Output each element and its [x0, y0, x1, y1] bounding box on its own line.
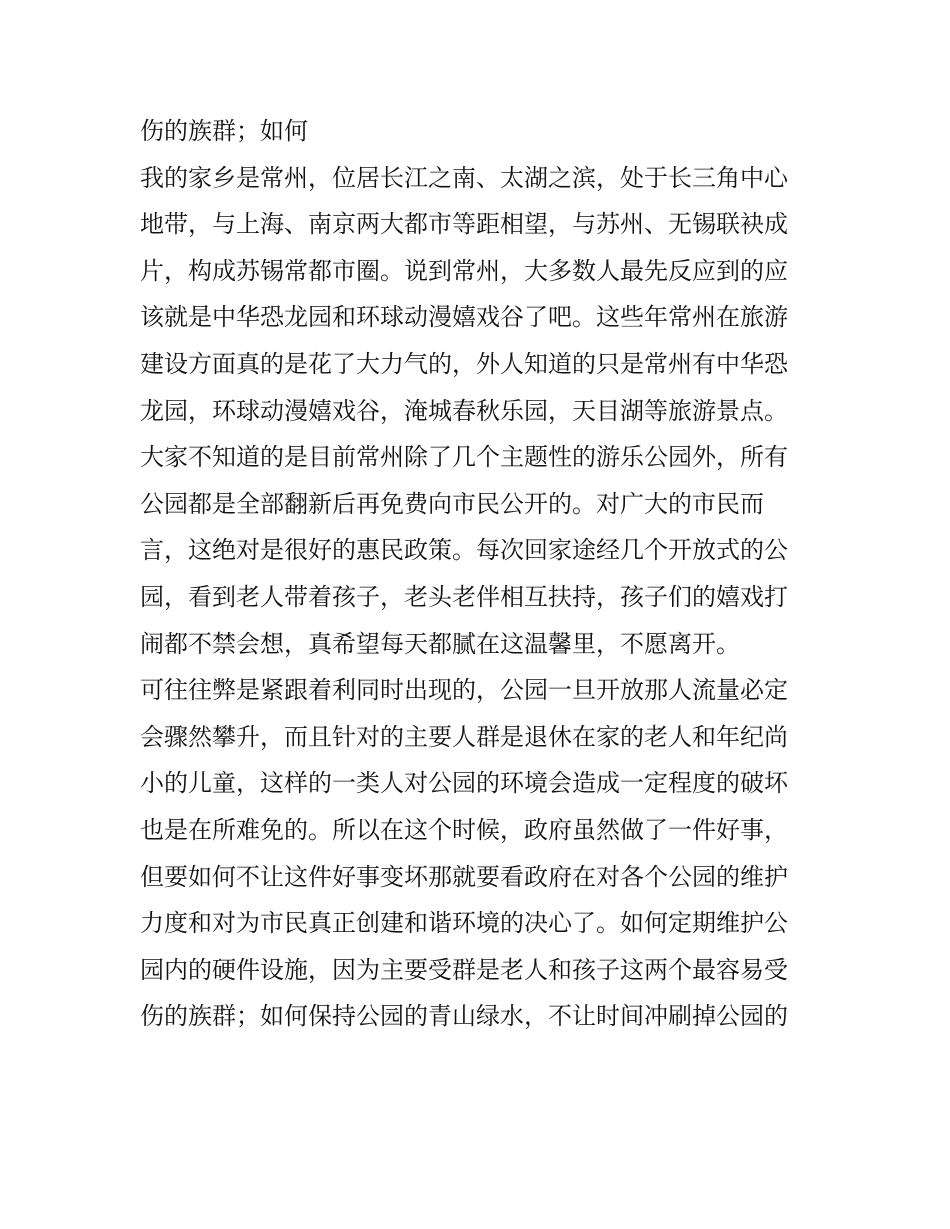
text-line: 龙园，环球动漫嬉戏谷，淹城春秋乐园，天目湖等旅游景点。 [140, 396, 788, 425]
text-line: 伤的族群；如何 [140, 117, 308, 145]
text-line: 地带，与上海、南京两大都市等距相望，与苏州、无锡联袂成 [140, 210, 788, 239]
text-line: 园内的硬件设施，因为主要受群是老人和孩子这两个最容易受 [140, 955, 788, 984]
text-line: 但要如何不让这件好事变坏那就要看政府在对各个公园的维护 [140, 862, 788, 891]
text-line: 建设方面真的是花了大力气的，外人知道的只是常州有中华恐 [140, 349, 788, 378]
text-line: 也是在所难免的。所以在这个时候，政府虽然做了一件好事， [140, 815, 788, 844]
text-line: 伤的族群；如何保持公园的青山绿水，不让时间冲刷掉公园的 [140, 1002, 788, 1031]
text-line: 公园都是全部翻新后再免费向市民公开的。对广大的市民而 [140, 489, 764, 518]
text-line: 片，构成苏锡常都市圈。说到常州，大多数人最先反应到的应 [140, 256, 788, 285]
text-line: 言，这绝对是很好的惠民政策。每次回家途经几个开放式的公 [140, 536, 788, 565]
text-line: 闹都不禁会想，真希望每天都腻在这温馨里，不愿离开。 [140, 629, 740, 658]
text-line: 会骤然攀升，而且针对的主要人群是退休在家的老人和年纪尚 [140, 722, 788, 751]
text-line: 可往往弊是紧跟着利同时出现的，公园一旦开放那人流量必定 [140, 676, 788, 705]
text-line: 小的儿童，这样的一类人对公园的环境会造成一定程度的破坏 [140, 769, 788, 798]
text-line: 园，看到老人带着孩子，老头老伴相互扶持，孩子们的嬉戏打 [140, 582, 788, 611]
text-line: 我的家乡是常州，位居长江之南、太湖之滨，处于长三角中心 [140, 163, 788, 192]
text-line: 大家不知道的是目前常州除了几个主题性的游乐公园外，所有 [140, 443, 788, 472]
text-line: 该就是中华恐龙园和环球动漫嬉戏谷了吧。这些年常州在旅游 [140, 303, 788, 332]
document-body [140, 108, 830, 1040]
text-line: 力度和对为市民真正创建和谐环境的决心了。如何定期维护公 [140, 909, 788, 938]
